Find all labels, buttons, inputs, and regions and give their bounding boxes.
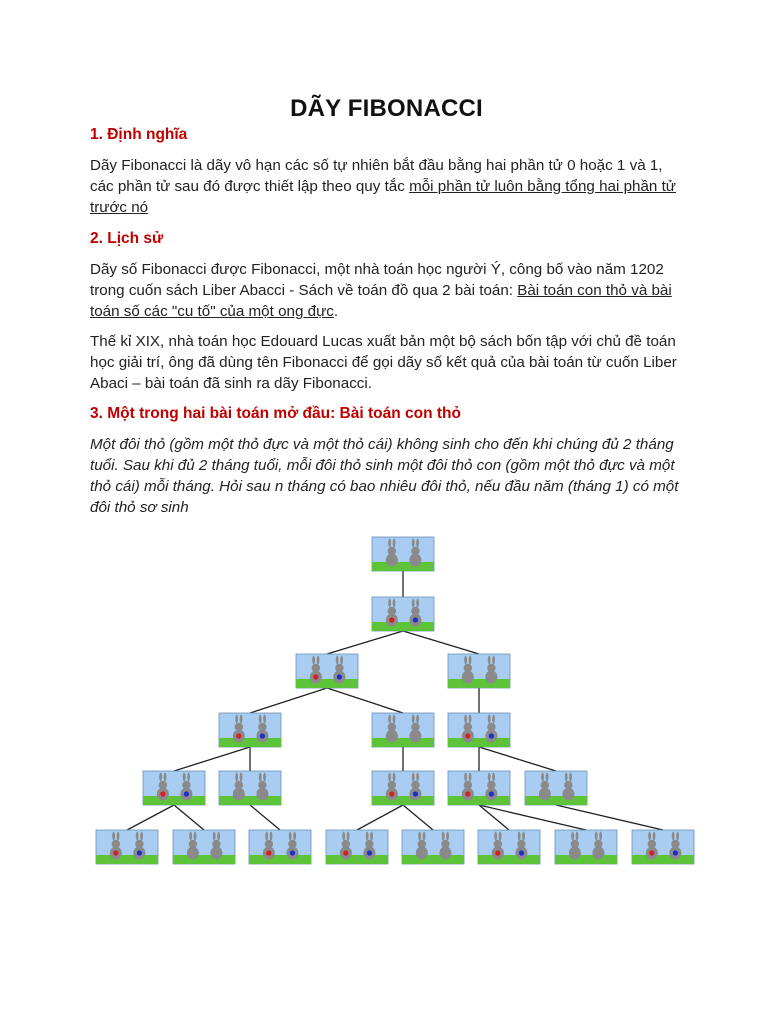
tree-connector-line [327,631,403,654]
rabbit-pair-baby [448,654,510,688]
rabbit-head [388,547,396,555]
rabbit-head [212,840,220,848]
rabbit-marker-dot [184,791,189,796]
rabbit-pair-adult [143,771,205,805]
rabbit-ear [393,539,396,548]
rabbit-head [494,840,502,848]
rabbit-body [562,788,574,801]
rabbit-ear [488,773,491,782]
rabbit-ear [388,599,391,608]
rabbit-head [335,664,343,672]
rabbit-ear [412,773,415,782]
rabbit-head [258,723,266,731]
rabbit-ear [342,832,345,841]
rabbit-ear [488,715,491,724]
rabbit-head [648,840,656,848]
rabbit-ear [464,715,467,724]
tree-connector-line [327,688,403,713]
grass-strip [555,855,617,864]
rabbit-ear [464,773,467,782]
grass-strip [632,855,694,864]
rabbit-body [386,730,398,743]
rabbit-marker-dot [673,850,678,855]
rabbit-body [592,847,604,860]
rabbit-head [671,840,679,848]
grass-strip [96,855,158,864]
rabbit-ear [416,539,419,548]
rabbit-body [386,554,398,567]
rabbit-ear [159,773,162,782]
rabbit-marker-dot [113,850,118,855]
heading-definition: 1. Định nghĩa [90,126,188,143]
rabbit-family-tree [90,530,700,870]
rabbit-pair-adult [249,830,311,864]
rabbit-ear [336,656,339,665]
rabbit-marker-dot [465,733,470,738]
rabbit-ear [235,715,238,724]
rabbit-ear [366,832,369,841]
rabbit-ear [263,715,266,724]
history-paragraph-1 [90,259,690,322]
rabbit-ear [416,773,419,782]
rabbit-marker-dot [465,791,470,796]
page-title: DÃY FIBONACCI [290,95,483,122]
rabbit-head [365,840,373,848]
rabbit-head [159,781,167,789]
rabbit-ear [388,773,391,782]
tree-connector-line [174,805,204,830]
rabbit-head [288,840,296,848]
rabbit-body [256,788,268,801]
rabbit-ear [546,773,549,782]
grass-strip [448,738,510,747]
rabbit-marker-dot [389,791,394,796]
rabbit-body [187,847,199,860]
rabbit-marker-dot [389,617,394,622]
history-text: Dãy số Fibonacci được Fibonacci, một nhà toán học người Ý, công bố vào năm 1202 trong cuốn sách Liber Abacci - Sách về toán đồ qua 2 bài toán: [90,261,664,299]
grass-strip [249,855,311,864]
rabbit-ear [259,715,262,724]
rabbit-ear [213,832,216,841]
rabbit-ear [293,832,296,841]
history-period: . [333,303,339,320]
rabbit-ear [412,715,415,724]
rabbit-ear [676,832,679,841]
rabbit-ear [522,832,525,841]
rabbit-marker-dot [495,850,500,855]
rabbit-ear [240,773,243,782]
rabbit-head [235,781,243,789]
rabbit-head [594,840,602,848]
rabbit-head [464,723,472,731]
rabbit-head [571,840,579,848]
rabbit-ear [423,832,426,841]
rabbit-ear [488,656,491,665]
rabbit-pair-adult [372,597,434,631]
rabbit-ear [259,773,262,782]
rabbit-ear [464,656,467,665]
rabbit-head [189,840,197,848]
rabbit-marker-dot [413,617,418,622]
rabbit-ear [412,539,415,548]
rabbit-ear [312,656,315,665]
rabbit-pair-adult [632,830,694,864]
rabbit-ear [263,773,266,782]
rabbit-ear [565,773,568,782]
rabbit-marker-dot [313,674,318,679]
rabbit-ear [189,832,192,841]
rabbit-ear [164,773,167,782]
rabbit-ear [653,832,656,841]
rabbit-head [342,840,350,848]
heading-rabbit-problem: 3. Một trong hai bài toán mở đầu: Bài toán con thỏ [90,405,461,422]
rabbit-pair-baby [219,771,281,805]
grass-strip [448,679,510,688]
rabbit-head [312,664,320,672]
rabbit-ear [340,656,343,665]
rabbit-head [487,723,495,731]
rabbit-ear [136,832,139,841]
grass-strip [219,796,281,805]
definition-text: Dãy Fibonacci là dãy vô hạn các số tự nhiên bắt đầu bằng hai phần tử 0 hoặc 1 và 1, các phần tử sau đó được thiết lập theo quy tắc [90,157,663,195]
tree-connector-line [403,631,479,654]
rabbit-marker-dot [343,850,348,855]
grass-strip [372,562,434,571]
tree-connector-line [250,688,327,713]
grass-strip [296,679,358,688]
rabbit-ear [194,832,197,841]
rabbit-marker-dot [290,850,295,855]
rabbit-pair-baby [173,830,235,864]
rabbit-body [462,671,474,684]
rabbit-ear [187,773,190,782]
grass-strip [448,796,510,805]
rabbit-ear [217,832,220,841]
rabbit-head [541,781,549,789]
tree-connector-line [174,747,250,771]
rabbit-head [411,781,419,789]
rabbit-marker-dot [413,791,418,796]
rabbit-ear [289,832,292,841]
rabbit-ear [235,773,238,782]
rabbit-marker-dot [649,850,654,855]
rabbit-pair-adult [372,771,434,805]
definition-paragraph [90,155,690,218]
rabbit-body [569,847,581,860]
rabbit-pair-adult [448,713,510,747]
rabbit-ear [418,832,421,841]
rabbit-ear [388,715,391,724]
tree-connector-line [479,747,556,771]
rabbit-marker-dot [266,850,271,855]
rabbit-pair-baby [525,771,587,805]
rabbit-pair-adult [478,830,540,864]
rabbit-ear [388,539,391,548]
rabbit-ear [265,832,268,841]
rabbit-body [416,847,428,860]
rabbit-ear [469,715,472,724]
rabbit-ear [240,715,243,724]
grass-strip [525,796,587,805]
rabbit-ear [446,832,449,841]
rabbit-head [418,840,426,848]
grass-strip [219,738,281,747]
rabbit-pair-baby [555,830,617,864]
rabbit-ear [117,832,120,841]
rabbit-marker-dot [367,850,372,855]
rabbit-ear [469,773,472,782]
definition-rule-link[interactable]: mỗi phần tử luôn bằng tổng hai phần tử trước nó [90,178,676,216]
history-paragraph-2: Thế kỉ XIX, nhà toán học Edouard Lucas xuất bản một bộ sách bốn tập với chủ đề toán học giải trí, ông đã dùng tên Fibonacci để gọi dãy số kết quả của bài toán từ cuốn Liber Abaci – bài toán đã sinh ra dãy Fibonacci. [90,333,677,392]
heading-history: 2. Lịch sử [90,230,164,247]
grass-strip [402,855,464,864]
rabbit-body [409,554,421,567]
rabbit-body [439,847,451,860]
tree-connector-line [357,805,403,830]
rabbit-ear [494,832,497,841]
rabbit-head [487,781,495,789]
rabbit-ear [569,773,572,782]
rabbit-pair-baby [372,537,434,571]
rabbit-pair-baby [372,713,434,747]
rabbit-pair-adult [219,713,281,747]
rabbit-marker-dot [160,791,165,796]
rabbit-ear [140,832,143,841]
tree-connector-line [250,805,280,830]
rabbit-pair-adult [296,654,358,688]
rabbit-ear [518,832,521,841]
rabbit-head [388,781,396,789]
rabbit-marker-dot [489,733,494,738]
rabbit-head [112,840,120,848]
rabbit-head [441,840,449,848]
rabbit-marker-dot [489,791,494,796]
rabbit-ear [416,715,419,724]
grass-strip [372,796,434,805]
rabbit-ear [370,832,373,841]
rabbit-head [411,547,419,555]
rabbit-pair-adult [326,830,388,864]
rabbit-ear [317,656,320,665]
rabbit-marker-dot [137,850,142,855]
rabbit-head [388,607,396,615]
tree-connector-line [127,805,174,830]
rabbit-pair-adult [448,771,510,805]
rabbit-head [388,723,396,731]
rabbit-ear [469,656,472,665]
grass-strip [372,738,434,747]
rabbit-head [517,840,525,848]
rabbit-body [409,730,421,743]
rabbit-problem-statement: Một đôi thỏ (gồm một thỏ đực và một thỏ cái) không sinh cho đến khi chúng đủ 2 tháng tuổi. Sau khi đủ 2 tháng tuổi, mỗi đôi thỏ sinh một đôi thỏ con (gồm một thỏ đực và một thỏ cái) mỗi tháng. Hỏi sau n tháng có bao nhiêu đôi thỏ, nếu đầu năm (tháng 1) có một đôi thỏ sơ sinh [90,436,679,516]
grass-strip [173,855,235,864]
rabbit-ear [499,832,502,841]
rabbit-body [539,788,551,801]
rabbit-ear [412,599,415,608]
rabbit-body [485,671,497,684]
rabbit-ear [541,773,544,782]
rabbit-marker-dot [337,674,342,679]
rabbit-body [233,788,245,801]
grass-strip [326,855,388,864]
rabbit-marker-dot [260,733,265,738]
rabbit-ear [183,773,186,782]
rabbit-ear [595,832,598,841]
tree-connector-line [403,805,433,830]
rabbit-ear [393,715,396,724]
rabbit-ear [270,832,273,841]
rabbit-ear [648,832,651,841]
rabbit-head [258,781,266,789]
rabbit-ear [347,832,350,841]
rabbit-head [235,723,243,731]
grass-strip [372,622,434,631]
rabbit-pair-adult [96,830,158,864]
rabbit-ear [393,773,396,782]
rabbit-ear [416,599,419,608]
rabbit-head [182,781,190,789]
rabbit-marker-dot [519,850,524,855]
rabbit-marker-dot [236,733,241,738]
rabbit-ear [112,832,115,841]
rabbit-head [411,607,419,615]
rabbit-ear [571,832,574,841]
rabbit-head [135,840,143,848]
grass-strip [143,796,205,805]
rabbit-ear [492,656,495,665]
rabbit-ear [599,832,602,841]
rabbit-head [265,840,273,848]
rabbit-head [564,781,572,789]
rabbit-ear [492,773,495,782]
rabbit-head [411,723,419,731]
rabbit-ear [672,832,675,841]
rabbit-ear [576,832,579,841]
rabbit-body [210,847,222,860]
history-problems-link[interactable]: Bài toán con thỏ và bài toán số các "cu tố" của một ong đực [90,282,672,320]
rabbit-pair-baby [402,830,464,864]
rabbit-ear [492,715,495,724]
rabbit-head [464,781,472,789]
rabbit-head [487,664,495,672]
rabbit-head [464,664,472,672]
rabbit-ear [393,599,396,608]
grass-strip [478,855,540,864]
rabbit-ear [442,832,445,841]
